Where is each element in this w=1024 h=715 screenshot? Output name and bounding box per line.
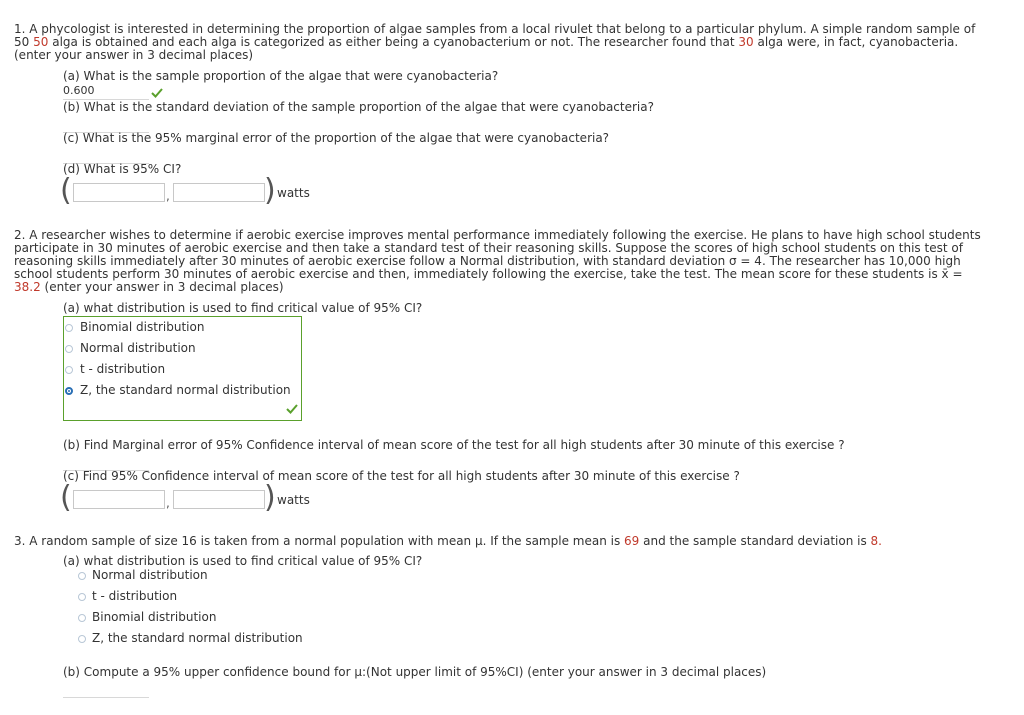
p2-option-radio-2[interactable]: [65, 366, 73, 374]
p2-unit-label: watts: [277, 493, 310, 507]
left-paren: (: [60, 173, 72, 208]
comma: ,: [166, 496, 170, 510]
p2-option-radio-1[interactable]: [65, 345, 73, 353]
problem-3-text: 3. A random sample of size 16 is taken from a normal population with mean μ. If the sample mean is 69 and the sample standard deviation is 8.: [14, 534, 882, 548]
p3-answer-b-field[interactable]: [63, 680, 149, 698]
left-paren: (: [60, 480, 72, 515]
problem-2-line-5: 38.2 (enter your answer in 3 decimal places): [14, 280, 284, 294]
problem-1-text: [14, 23, 1014, 62]
p2-question-b: (b) Find Marginal error of 95% Confidence interval of mean score of the test for all high students after 30 minute of this exercise ?: [63, 438, 845, 452]
sample-mean-value: 69: [624, 534, 640, 548]
p3-option-radio-3[interactable]: [78, 635, 86, 643]
p1-ci-upper-input[interactable]: [173, 183, 265, 202]
problem-2-line-2: participate in 30 minutes of aerobic exercise and then take a standard test of their reasoning skills. Suppose the scores of high school students on this test of: [14, 241, 963, 255]
p3-question-a: (a) what distribution is used to find critical value of 95% CI?: [63, 554, 423, 568]
p3-question-b: (b) Compute a 95% upper confidence bound for μ:(Not upper limit of 95%CI) (enter your answer in 3 decimal places): [63, 665, 767, 679]
p1-answer-a-value: 0.600: [63, 84, 95, 97]
mean-score-value: 38.2: [14, 280, 41, 294]
p1-ci-lower-input[interactable]: [73, 183, 165, 202]
p3-option-label-0[interactable]: Normal distribution: [92, 568, 208, 582]
problem-1-line-2: 50 50 alga is obtained and each alga is categorized as either being a cyanobacterium or not. The researcher found that 30 alga were, in fact, cyanobacteria.: [14, 35, 959, 49]
p1-answer-a-field[interactable]: [63, 84, 149, 100]
problem-2-line-1: 2. A researcher wishes to determine if aerobic exercise improves mental performance immediately following the exercise. He plans to have high school students: [14, 228, 981, 242]
p3-option-radio-1[interactable]: [78, 593, 86, 601]
p2-option-radio-0[interactable]: [65, 324, 73, 332]
p2-option-label-2[interactable]: t - distribution: [80, 362, 166, 376]
right-paren: ): [264, 480, 276, 515]
p2-question-c: (c) Find 95% Confidence interval of mean score of the test for all high students after 30 minute of this exercise ?: [63, 469, 740, 483]
p1-question-b: (b) What is the standard deviation of the sample proportion of the algae that were cyanobacteria?: [63, 100, 654, 114]
problem-1-line-3: (enter your answer in 3 decimal places): [14, 48, 254, 62]
comma: ,: [166, 189, 170, 203]
checkmark-icon: [286, 404, 298, 414]
sample-sd-value: 8.: [870, 534, 882, 548]
p1-question-d: (d) What is 95% CI?: [63, 162, 182, 176]
p2-ci-lower-input[interactable]: [73, 490, 165, 509]
p1-question-c: (c) What is the 95% marginal error of the proportion of the algae that were cyanobacteria?: [63, 131, 610, 145]
right-paren: ): [264, 173, 276, 208]
p2-option-label-3[interactable]: Z, the standard normal distribution: [80, 383, 291, 397]
checkmark-icon: [151, 88, 163, 98]
problem-2-line-4: school students perform 30 minutes of aerobic exercise and then, immediately following the exercise, take the test. The mean score for these students is x̄ =: [14, 267, 963, 281]
p2-option-radio-3-selected[interactable]: [65, 387, 73, 395]
problem-2-text: [14, 229, 1014, 294]
problem-2-line-3: reasoning skills immediately after 30 minutes of aerobic exercise follow a Normal distribution, with standard deviation σ = 4. The researcher has 10,000 high: [14, 254, 961, 268]
p3-option-radio-0[interactable]: [78, 572, 86, 580]
p1-question-a: (a) What is the sample proportion of the algae that were cyanobacteria?: [63, 69, 499, 83]
p1-unit-label: watts: [277, 186, 310, 200]
p2-option-label-0[interactable]: Binomial distribution: [80, 320, 205, 334]
p2-question-a: (a) what distribution is used to find critical value of 95% CI?: [63, 301, 423, 315]
problem-1-line-1: 1. A phycologist is interested in determining the proportion of algae samples from a local rivulet that belong to a particular phylum. A simple random sample of: [14, 22, 976, 36]
p3-option-label-2[interactable]: Binomial distribution: [92, 610, 217, 624]
p3-option-label-3[interactable]: Z, the standard normal distribution: [92, 631, 303, 645]
p3-option-radio-2[interactable]: [78, 614, 86, 622]
p2-ci-upper-input[interactable]: [173, 490, 265, 509]
sample-size-value: 50: [33, 35, 49, 49]
p2-option-label-1[interactable]: Normal distribution: [80, 341, 196, 355]
p3-option-label-1[interactable]: t - distribution: [92, 589, 178, 603]
cyano-count-value: 30: [738, 35, 754, 49]
